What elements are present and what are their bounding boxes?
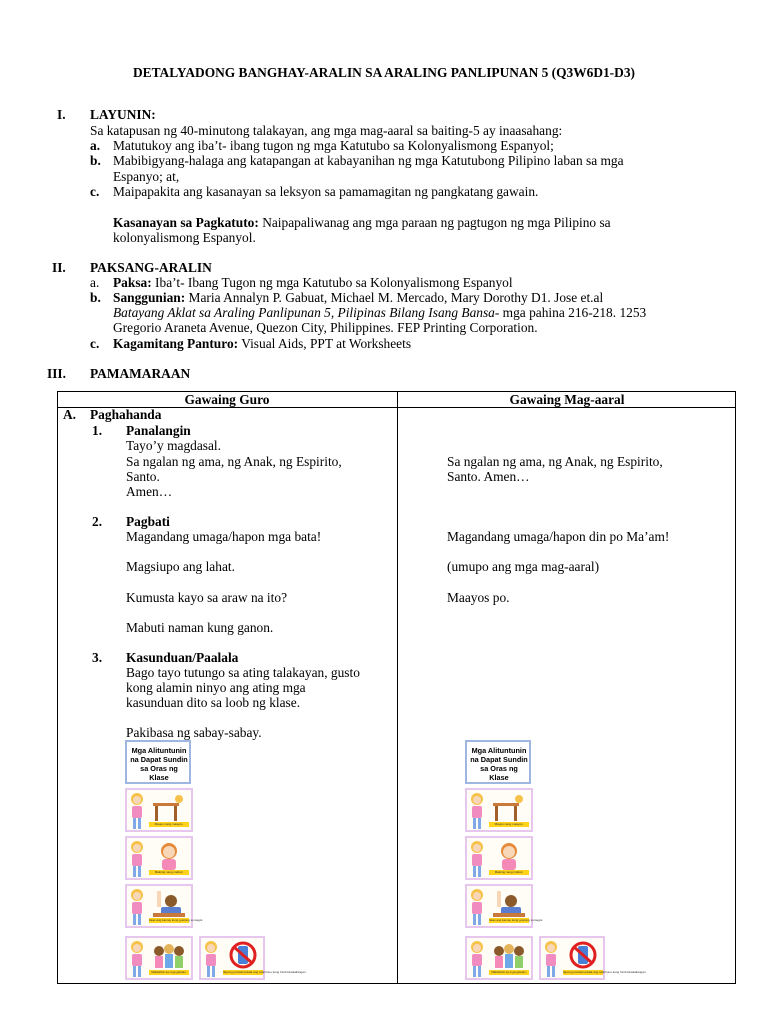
reference-book — [113, 305, 646, 320]
learning-skill-text-cont: kolonyalismong Espanyol. — [113, 230, 256, 245]
girl-icon — [128, 839, 146, 879]
student-line: Magandang umaga/hapon din po Ma’am! — [447, 529, 670, 544]
reference-book-title: Batayang Aklat sa Araling Panlipunan 5, Pilipinas Bilang Isang Bansa — [113, 305, 495, 320]
girl-icon — [468, 939, 486, 979]
teacher-line: Magsiupo ang lahat. — [126, 559, 235, 574]
desk-icon — [149, 793, 189, 823]
girl-icon — [542, 939, 560, 979]
teacher-line: Sa ngalan ng ama, ng Anak, ng Espirito, — [126, 454, 342, 469]
rules-title-card — [465, 740, 531, 784]
step-3-title: Kasunduan/Paalala — [126, 650, 239, 665]
objective-a-letter: a. — [90, 138, 101, 153]
teacher-line: Pakibasa ng sabay-sabay. — [126, 725, 262, 740]
rule-card-no-phone — [539, 936, 647, 980]
rule-caption: Makilahok sa mga gawain. — [489, 970, 529, 975]
rule-card-participate — [465, 936, 533, 980]
objective-c-text: Maipapakita ang kasanayan sa leksyon sa pamamagitan ng pangkatang gawain. — [113, 184, 539, 199]
teacher-line: Kumusta kayo sa araw na ito? — [126, 590, 288, 605]
student-line: Maayos po. — [447, 590, 510, 605]
rules-title-text: Mga Alituntunin na Dapat Sundin sa Oras ng Klase — [130, 746, 188, 782]
col-header-student: Gawaing Mag-aaral — [509, 392, 625, 407]
reference-label: Sanggunian: — [113, 290, 186, 305]
materials-text: Visual Aids, PPT at Worksheets — [238, 336, 412, 351]
rule-card-sit — [125, 788, 193, 832]
rule-caption: Ilayong pansamantala ang cellphone kung hindi kinakailangan. — [563, 970, 647, 974]
teacher-line: kong alamin ninyo ang ating mga — [126, 680, 306, 695]
learning-skill — [113, 215, 611, 230]
col-header-teacher: Gawaing Guro — [184, 392, 270, 407]
materials-letter: c. — [90, 336, 100, 351]
rule-card-raise-hand — [465, 884, 544, 928]
rule-card-listen — [125, 836, 193, 880]
rule-caption: Makinig nang mabuti. — [149, 870, 189, 875]
step-3-number: 3. — [92, 650, 103, 665]
section-3-heading: PAMAMARAAN — [90, 366, 191, 381]
objective-c-letter: c. — [90, 184, 100, 199]
no-phone-icon — [563, 941, 603, 971]
rule-card-no-phone — [199, 936, 307, 980]
rules-title-text: Mga Alituntunin na Dapat Sundin sa Oras ng Klase — [470, 746, 528, 782]
section-1-intro: Sa katapusan ng 40-minutong talakayan, ang mga mag-aaral sa baiting-5 ay inaasahang: — [90, 123, 563, 138]
raise-hand-icon — [149, 889, 189, 919]
rule-caption: Maupo nang maayos. — [489, 822, 529, 827]
section-3-number: III. — [47, 366, 66, 381]
learning-skill-label: Kasanayan sa Pagkatuto: — [113, 215, 259, 230]
reference-authors: Maria Annalyn P. Gabuat, Michael M. Mercado, Mary Dorothy D1. Jose et.al — [185, 290, 604, 305]
step-2-title: Pagbati — [126, 514, 170, 529]
raise-hand-icon — [489, 889, 529, 919]
topic-text: Iba’t- Ibang Tugon ng mga Katutubo sa Kolonyalismong Espanyol — [151, 275, 513, 290]
rule-caption: Makinig nang mabuti. — [489, 870, 529, 875]
teacher-line: Mabuti naman kung ganon. — [126, 620, 274, 635]
rule-caption: Ilayong pansamantala ang cellphone kung hindi kinakailangan. — [223, 970, 307, 974]
objective-b-letter: b. — [90, 153, 101, 168]
girl-icon — [468, 839, 486, 879]
section-2-number: II. — [52, 260, 66, 275]
girl-icon — [468, 791, 486, 831]
no-phone-icon — [223, 941, 263, 971]
objective-b-text: Mabibigyang-halaga ang katapangan at kabayanihan ng mga Katutubong Pilipino laban sa mga — [113, 153, 624, 168]
step-1-title: Panalangin — [126, 423, 191, 438]
teacher-line: kasunduan dito sa loob ng klase. — [126, 695, 301, 710]
topic-label: Paksa: — [113, 275, 152, 290]
step-1-number: 1. — [92, 423, 103, 438]
rule-card-raise-hand — [125, 884, 204, 928]
page-title: DETALYADONG BANGHAY-ARALIN SA ARALING PANLIPUNAN 5 (Q3W6D1-D3) — [133, 65, 635, 80]
rule-caption: Itaas ang kamay kung gustong sumagot. — [149, 918, 204, 922]
rule-caption: Itaas ang kamay kung gustong sumagot. — [489, 918, 544, 922]
learning-skill-text: Naipapaliwanag ang mga paraan ng pagtugon ng mga Pilipino sa — [258, 215, 611, 230]
table-column-divider — [397, 391, 398, 984]
listening-girl-icon — [489, 841, 529, 871]
rule-caption: Maupo nang maayos. — [149, 822, 189, 827]
girl-icon — [128, 887, 146, 927]
reference-letter: b. — [90, 290, 101, 305]
section-1-heading: LAYUNIN: — [90, 107, 156, 122]
topic — [113, 275, 513, 290]
listening-girl-icon — [149, 841, 189, 871]
reference-pages: - mga pahina 216-218. 1253 — [494, 305, 647, 320]
rule-card-listen — [465, 836, 533, 880]
rules-title-card — [125, 740, 191, 784]
teacher-line: Amen… — [126, 484, 173, 499]
girl-icon — [468, 887, 486, 927]
girl-icon — [128, 939, 146, 979]
reference — [113, 290, 603, 305]
reference-publisher: Gregorio Araneta Avenue, Quezon City, Philippines. FEP Printing Corporation. — [113, 320, 538, 335]
teacher-line: Magandang umaga/hapon mga bata! — [126, 529, 322, 544]
step-2-number: 2. — [92, 514, 103, 529]
section-2-heading: PAKSANG-ARALIN — [90, 260, 212, 275]
materials-label: Kagamitang Panturo: — [113, 336, 239, 351]
group-children-icon — [149, 941, 189, 971]
section-1-number: I. — [57, 107, 66, 122]
girl-icon — [128, 791, 146, 831]
materials — [113, 336, 411, 351]
rule-caption: Makilahok sa mga gawain. — [149, 970, 189, 975]
desk-icon — [489, 793, 529, 823]
rule-card-sit — [465, 788, 533, 832]
student-line: Santo. Amen… — [447, 469, 530, 484]
teacher-line: Santo. — [126, 469, 160, 484]
teacher-line: Bago tayo tutungo sa ating talakayan, gusto — [126, 665, 360, 680]
topic-letter: a. — [90, 275, 100, 290]
group-children-icon — [489, 941, 529, 971]
part-a-letter: A. — [63, 407, 77, 422]
girl-icon — [202, 939, 220, 979]
part-a-label: Paghahanda — [90, 407, 162, 422]
teacher-line: Tayo’y magdasal. — [126, 438, 221, 453]
student-line: Sa ngalan ng ama, ng Anak, ng Espirito, — [447, 454, 663, 469]
objective-b-text-cont: Espanyo; at, — [113, 169, 180, 184]
student-line: (umupo ang mga mag-aaral) — [447, 559, 600, 574]
objective-a-text: Matutukoy ang iba’t- ibang tugon ng mga Katutubo sa Kolonyalismong Espanyol; — [113, 138, 554, 153]
rule-card-participate — [125, 936, 193, 980]
